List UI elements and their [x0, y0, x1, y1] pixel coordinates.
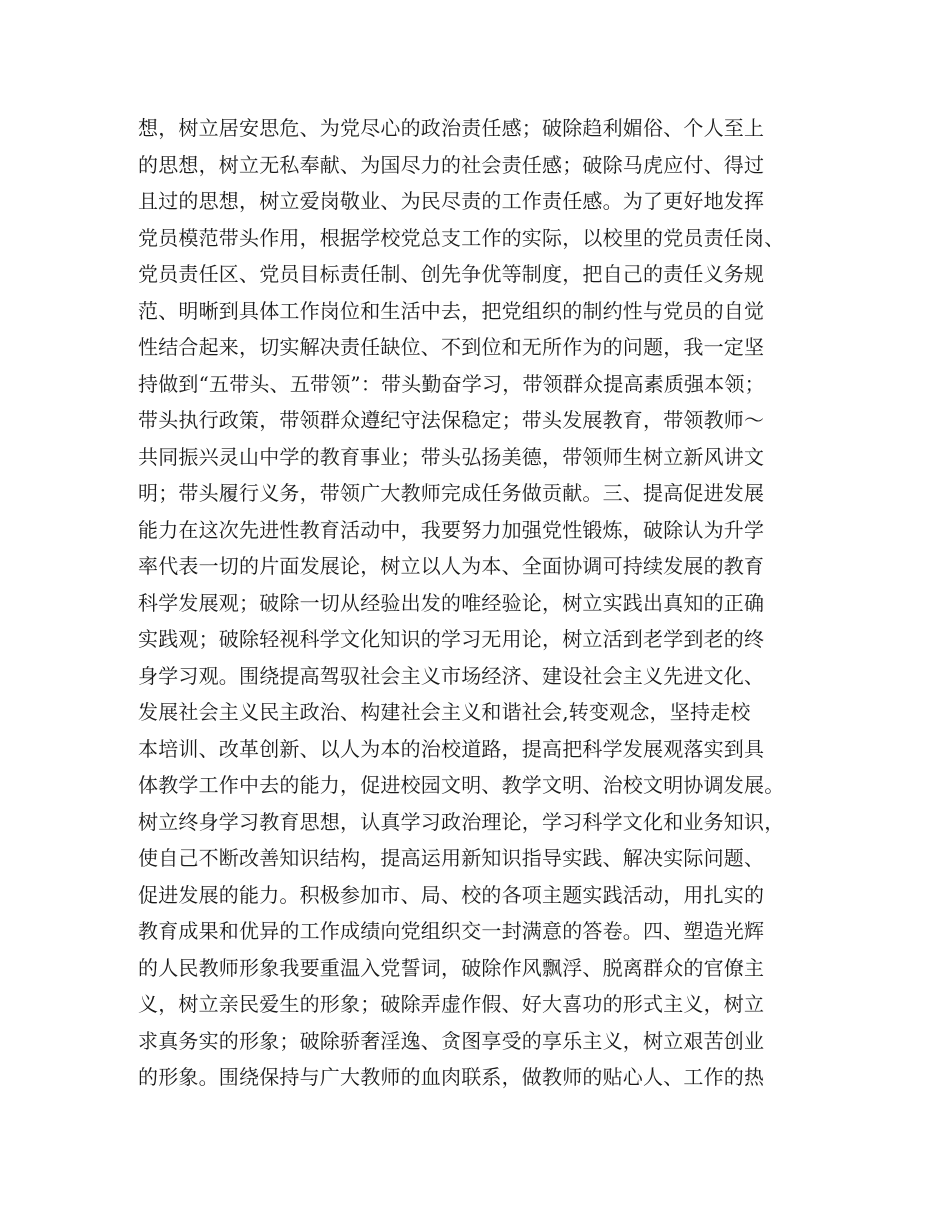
- text-line: 树立终身学习教育思想，认真学习政治理论，学习科学文化和业务知识，: [138, 809, 785, 834]
- text-line: 能力在这次先进性教育活动中，我要努力加强党性锻炼，破除认为升学: [138, 517, 765, 542]
- text-line: 体教学工作中去的能力，促进校园文明、教学文明、治校文明协调发展。: [138, 773, 785, 797]
- text-line: 的人民教师形象我要重温入党誓词，破除作风飘浮、脱离群众的官僚主: [138, 955, 765, 980]
- text-line: 身学习观。围绕提高驾驭社会主义市场经济、建设社会主义先进文化、: [138, 663, 765, 688]
- text-line: 党员责任区、党员目标责任制、创先争优等制度，把自己的责任义务规: [138, 262, 765, 286]
- text-line: 使自己不断改善知识结构，提高运用新知识指导实践、解决实际问题、: [138, 846, 765, 870]
- text-line: 性结合起来，切实解决责任缺位、不到位和无所作为的问题，我一定坚: [138, 335, 765, 359]
- text-line: 党员模范带头作用，根据学校党总支工作的实际，以校里的党员责任岗、: [138, 225, 785, 250]
- text-line: 共同振兴灵山中学的教育事业；带头弘扬美德，带领师生树立新风讲文: [138, 444, 765, 469]
- text-line: 带头执行政策，带领群众遵纪守法保稳定；带头发展教育，带领教师～: [138, 408, 765, 432]
- text-line: 的思想，树立无私奉献、为国尽力的社会责任感；破除马虎应付、得过: [138, 152, 765, 177]
- text-line: 义，树立亲民爱生的形象；破除弄虚作假、好大喜功的形式主义，树立: [138, 992, 765, 1016]
- text-line: 本培训、改革创新、以人为本的治校道路，提高把科学发展观落实到具: [138, 736, 765, 761]
- text-line: 范、明晰到具体工作岗位和生活中去，把党组织的制约性与党员的自觉: [138, 298, 765, 323]
- text-line: 的形象。围绕保持与广大教师的血肉联系，做教师的贴心人、工作的热: [138, 1065, 765, 1089]
- text-line: 发展社会主义民主政治、构建社会主义和谐社会,转变观念，坚持走校: [138, 700, 751, 724]
- text-line: 明；带头履行义务，带领广大教师完成任务做贡献。三、提高促进发展: [138, 481, 765, 505]
- text-line: 率代表一切的片面发展论，树立以人为本、全面协调可持续发展的教育: [138, 554, 765, 578]
- body-text: [138, 110, 828, 1096]
- text-line: 实践观；破除轻视科学文化知识的学习无用论，树立活到老学到老的终: [138, 627, 765, 651]
- text-line: 持做到“五带头、五带领”：带头勤奋学习，带领群众提高素质强本领；: [138, 371, 765, 396]
- text-line: 教育成果和优异的工作成绩向党组织交一封满意的答卷。四、塑造光辉: [138, 919, 765, 943]
- text-line: 且过的思想，树立爱岗敬业、为民尽责的工作责任感。为了更好地发挥: [138, 189, 765, 213]
- text-line: 求真务实的形象；破除骄奢淫逸、贪图享受的享乐主义，树立艰苦创业: [138, 1028, 765, 1053]
- text-line: 科学发展观；破除一切从经验出发的唯经验论，树立实践出真知的正确: [138, 590, 765, 615]
- text-line: 促进发展的能力。积极参加市、局、校的各项主题实践活动，用扎实的: [138, 882, 765, 907]
- text-line: 想，树立居安思危、为党尽心的政治责任感；破除趋利媚俗、个人至上: [138, 116, 765, 140]
